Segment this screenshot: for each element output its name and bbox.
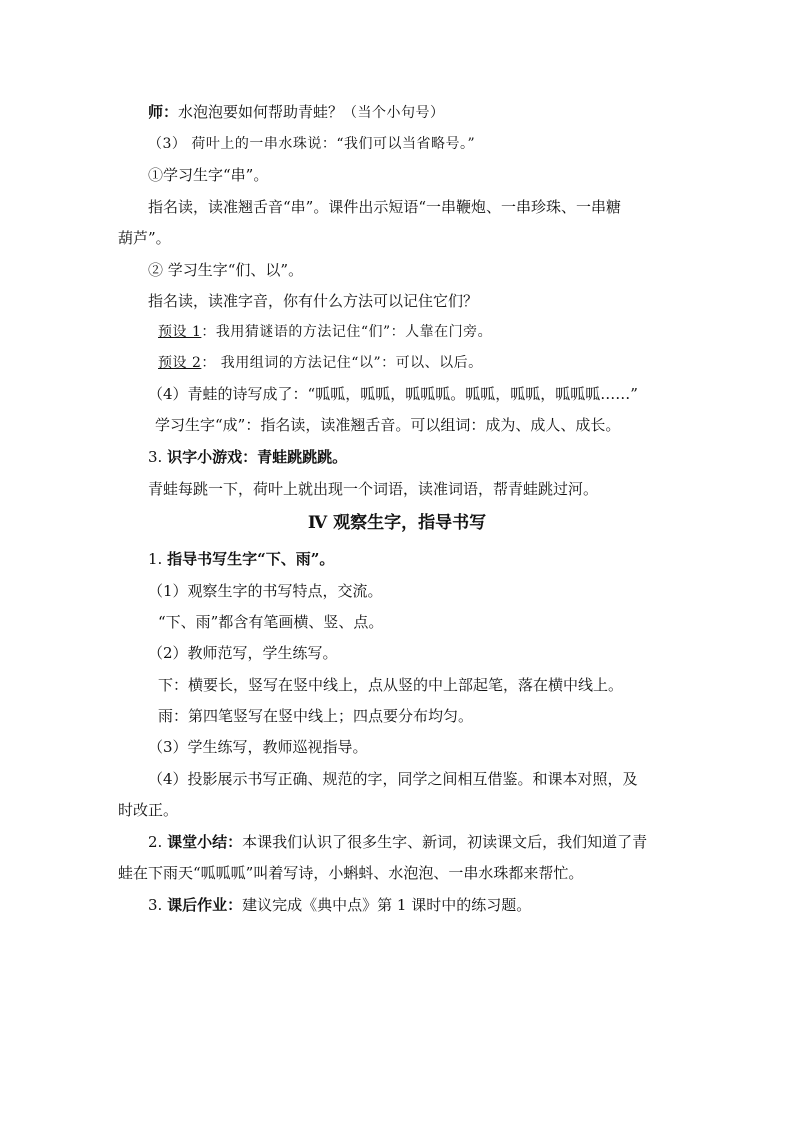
text-line: 时改正。 — [118, 801, 179, 819]
item-number: 3. — [148, 448, 163, 466]
numbered-line: 1. 指导书写生字“下、雨”。 — [148, 550, 335, 568]
text-line: 下：横要长，竖写在竖中线上，点从竖的中上部起笔，落在横中线上。 — [158, 676, 624, 694]
preset-label: 预设 2 — [158, 355, 202, 371]
text-line: （4）青蛙的诗写成了：“呱呱，呱呱，呱呱呱。呱呱，呱呱，呱呱呱……” — [148, 385, 638, 403]
text-line: 学习生字“成”：指名读，读准翘舌音。可以组词：成为、成人、成长。 — [155, 416, 621, 434]
text-line: 指名读，读准翘舌音“串”。课件出示短语“一串鞭炮、一串珍珠、一串糖 — [148, 198, 622, 216]
text-line: 指名读，读准字音，你有什么方法可以记住它们？ — [148, 292, 479, 310]
item-number: 1. — [148, 550, 163, 568]
text-line: （1）观察生字的书写特点，交流。 — [148, 582, 383, 600]
preset-line: 预设 2： 我用组词的方法记住“以”：可以、以后。 — [158, 355, 483, 371]
text-line: 青蛙每跳一下，荷叶上就出现一个词语，读准词语，帮青蛙跳过河。 — [148, 480, 599, 498]
text-line: “下、雨”都含有笔画横、竖、点。 — [158, 613, 384, 631]
section-heading: Ⅳ 观察生字，指导书写 — [307, 513, 487, 533]
teacher-question-line: 师：水泡泡要如何帮助青蛙？（当个小句号） — [148, 103, 445, 121]
text-line: 蛙在下雨天“呱呱呱”叫着写诗，小蝌蚪、水泡泡、一串水珠都来帮忙。 — [118, 864, 584, 882]
numbered-line: 3. 识字小游戏：青蛙跳跳跳。 — [148, 448, 348, 466]
preset-line: 预设 1：我用猜谜语的方法记住“们”：人靠在门旁。 — [158, 324, 493, 340]
text-line: ② 学习生字“们、以”。 — [148, 261, 304, 279]
text-line: 葫芦”。 — [118, 229, 171, 247]
speaker-label: 师： — [148, 103, 179, 121]
numbered-line: 2. 课堂小结：本课我们认识了很多生字、新词，初读课文后，我们知道了青 — [148, 833, 648, 851]
item-number: 2. — [148, 833, 163, 851]
numbered-line: 3. 课后作业：建议完成《典中点》第 1 课时中的练习题。 — [148, 896, 532, 914]
text-line: （4）投影展示书写正确、规范的字，同学之间相互借鉴。和课本对照，及 — [148, 770, 638, 788]
preset-label: 预设 1 — [158, 324, 202, 340]
item-number: 3. — [148, 896, 163, 914]
text-line: 雨：第四笔竖写在竖中线上；四点要分布均匀。 — [158, 707, 474, 725]
text-line: （2）教师范写，学生练写。 — [148, 644, 338, 662]
text-line: ①学习生字“串”。 — [148, 166, 269, 184]
text-line: （3）学生练写，教师巡视指导。 — [148, 738, 368, 756]
text-line: （3） 荷叶上的一串水珠说：“我们可以当省略号。” — [148, 136, 476, 152]
